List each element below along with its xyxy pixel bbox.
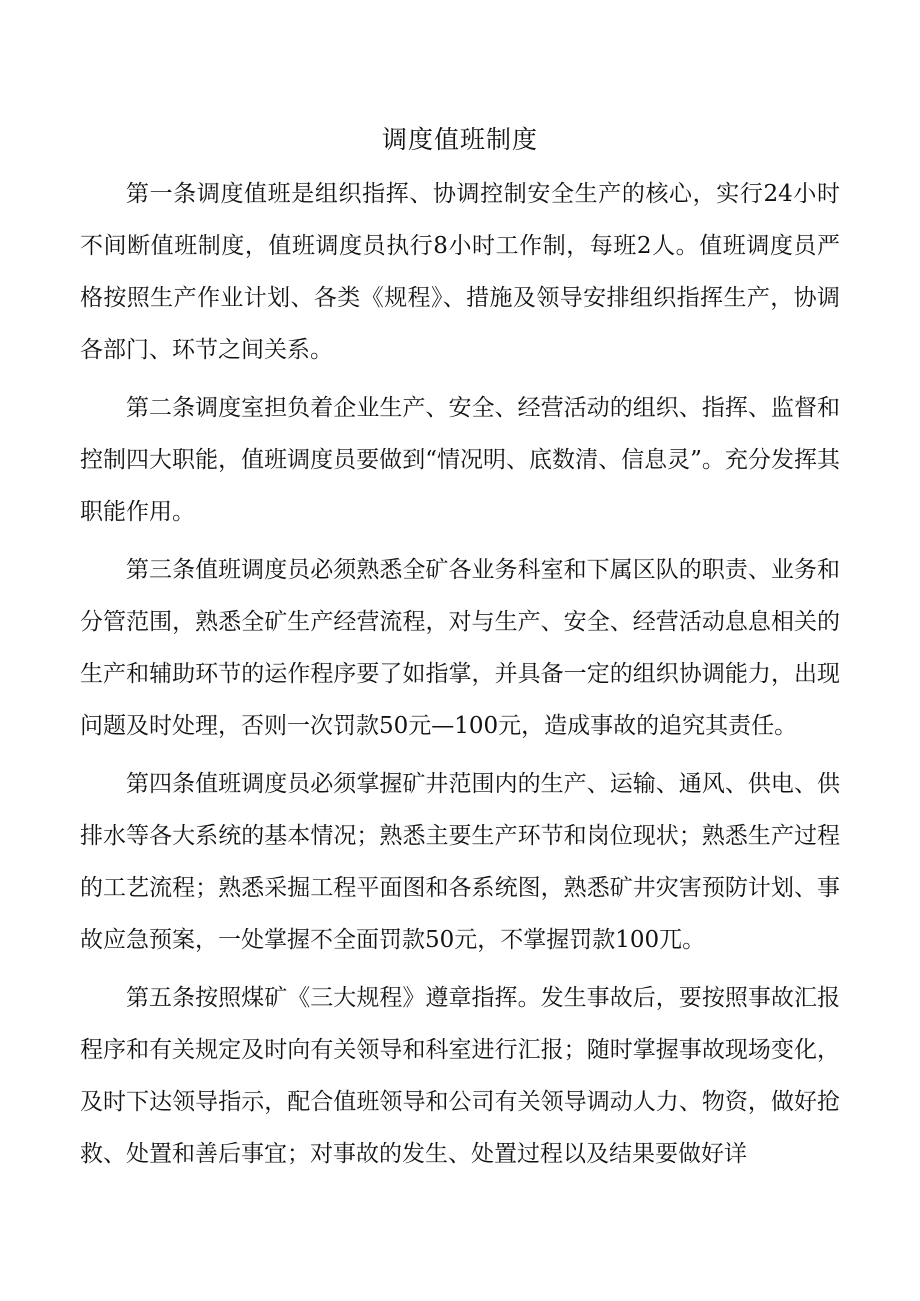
paragraph-article-5: 第五条按照煤矿《三大规程》遵章指挥。发生事故后，要按照事故汇报程序和有关规定及时向有关领导和科室进行汇报；随时掌握事故现场变化，及时下达领导指示，配合值班领导和公司有关领导调动人力、物资，做好抢救、处置和善后事宜；对事故的发生、处置过程以及结果要做好详 [80,985,840,1167]
paragraph-article-3: 第三条值班调度员必须熟悉全矿各业务科室和下属区队的职责、业务和分管范围，熟悉全矿生产经营流程，对与生产、安全、经营活动息息相关的生产和辅助环节的运作程序要了如指掌，并具备一定的组织协调能力，出现问题及时处理，否则一次罚款50元—100元，造成事故的追究其责任。 [80,557,840,739]
document-title: 调度值班制度 [381,125,538,154]
paragraph-article-2: 第二条调度室担负着企业生产、安全、经营活动的组织、指挥、监督和控制四大职能，值班调度员要做到“情况明、底数清、信息灵”。充分发挥其职能作用。 [80,395,840,525]
document-body [80,168,840,1186]
paragraph-article-1: 第一条调度值班是组织指挥、协调控制安全生产的核心，实行24小时不间断值班制度，值班调度员执行8小时工作制，每班2人。值班调度员严格按照生产作业计划、各类《规程》、措施及领导安排组织指挥生产，协调各部门、环节之间关系。 [80,181,840,363]
paragraph-article-4: 第四条值班调度员必须掌握矿井范围内的生产、运输、通风、供电、供排水等各大系统的基本情况；熟悉主要生产环节和岗位现状；熟悉生产过程的工艺流程；熟悉采掘工程平面图和各系统图，熟悉矿井灾害预防计划、事故应急预案，一处掌握不全面罚款50元，不掌握罚款100兀。 [80,771,840,953]
